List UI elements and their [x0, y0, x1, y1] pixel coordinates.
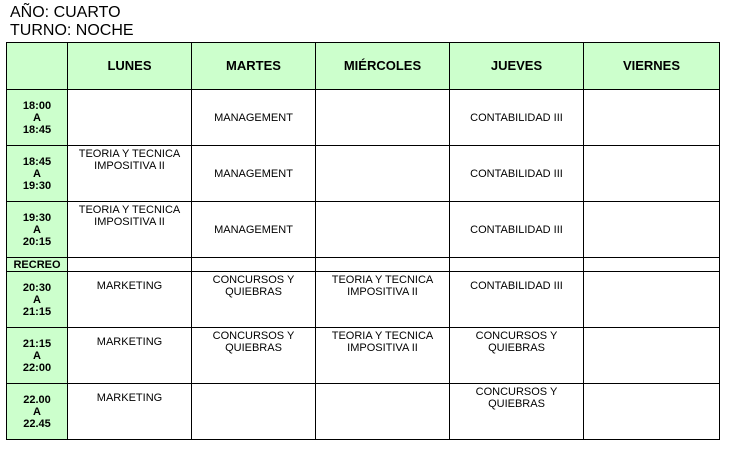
class-cell	[584, 146, 720, 202]
time-sep: A	[33, 167, 41, 180]
class-cell: TEORIA Y TECNICA IMPOSITIVA II	[316, 328, 450, 384]
class-cell	[584, 202, 720, 258]
time-start: 21:15	[22, 337, 52, 350]
class-cell: MARKETING	[68, 384, 192, 440]
class-cell: CONCURSOS Y QUIEBRAS	[192, 328, 316, 384]
time-end: 22:00	[22, 361, 52, 374]
time-sep: A	[33, 293, 41, 306]
day-header: MIÉRCOLES	[316, 43, 450, 90]
class-cell	[584, 90, 720, 146]
recreo-cell	[450, 258, 584, 272]
day-header-row	[7, 43, 720, 90]
time-end: 22.45	[23, 417, 51, 430]
class-cell: MARKETING	[68, 272, 192, 328]
corner-cell	[7, 43, 68, 90]
table-row	[7, 146, 720, 202]
table-row	[7, 202, 720, 258]
class-cell: CONTABILIDAD III	[450, 90, 584, 146]
time-start: 20:30	[22, 281, 52, 294]
class-cell	[192, 384, 316, 440]
recreo-cell	[68, 258, 192, 272]
year-label: AÑO: CUARTO	[10, 4, 121, 21]
class-cell	[584, 272, 720, 328]
time-cell	[7, 146, 68, 202]
class-cell: MANAGEMENT	[192, 146, 316, 202]
recreo-cell	[584, 258, 720, 272]
schedule-header	[10, 4, 134, 40]
shift-label: TURNO: NOCHE	[10, 22, 134, 39]
class-cell: CONTABILIDAD III	[450, 146, 584, 202]
time-cell	[7, 272, 68, 328]
table-row	[7, 272, 720, 328]
class-cell	[584, 328, 720, 384]
time-sep: A	[33, 223, 41, 236]
day-header: JUEVES	[450, 43, 584, 90]
class-cell: CONCURSOS Y QUIEBRAS	[450, 328, 584, 384]
table-row	[7, 328, 720, 384]
recreo-cell	[316, 258, 450, 272]
time-start: 22.00	[23, 393, 51, 406]
schedule-table	[6, 42, 720, 440]
class-cell: TEORIA Y TECNICA IMPOSITIVA II	[68, 202, 192, 258]
class-cell	[316, 384, 450, 440]
time-cell	[7, 202, 68, 258]
recreo-cell	[192, 258, 316, 272]
recreo-row	[7, 258, 720, 272]
time-start: 19:30	[22, 211, 52, 224]
day-header: VIERNES	[584, 43, 720, 90]
time-end: 18:45	[22, 123, 52, 136]
class-cell	[316, 202, 450, 258]
day-header: MARTES	[192, 43, 316, 90]
class-cell	[316, 146, 450, 202]
class-cell: TEORIA Y TECNICA IMPOSITIVA II	[316, 272, 450, 328]
time-start: 18:00	[22, 99, 52, 112]
class-cell: CONCURSOS Y QUIEBRAS	[450, 384, 584, 440]
time-sep: A	[33, 349, 41, 362]
time-cell	[7, 90, 68, 146]
time-end: 20:15	[22, 235, 52, 248]
class-cell: CONCURSOS Y QUIEBRAS	[192, 272, 316, 328]
day-header: LUNES	[68, 43, 192, 90]
class-cell: MANAGEMENT	[192, 202, 316, 258]
class-cell	[316, 90, 450, 146]
time-start: 18:45	[22, 155, 52, 168]
time-cell	[7, 328, 68, 384]
class-cell	[584, 384, 720, 440]
time-end: 21:15	[22, 305, 52, 318]
table-row	[7, 384, 720, 440]
class-cell: TEORIA Y TECNICA IMPOSITIVA II	[68, 146, 192, 202]
time-sep: A	[33, 405, 41, 418]
time-cell	[7, 384, 68, 440]
class-cell: MANAGEMENT	[192, 90, 316, 146]
time-sep: A	[33, 111, 41, 124]
class-cell	[68, 90, 192, 146]
table-row	[7, 90, 720, 146]
class-cell: CONTABILIDAD III	[450, 202, 584, 258]
class-cell: MARKETING	[68, 328, 192, 384]
time-end: 19:30	[22, 179, 52, 192]
class-cell: CONTABILIDAD III	[450, 272, 584, 328]
recreo-label: RECREO	[7, 258, 68, 272]
